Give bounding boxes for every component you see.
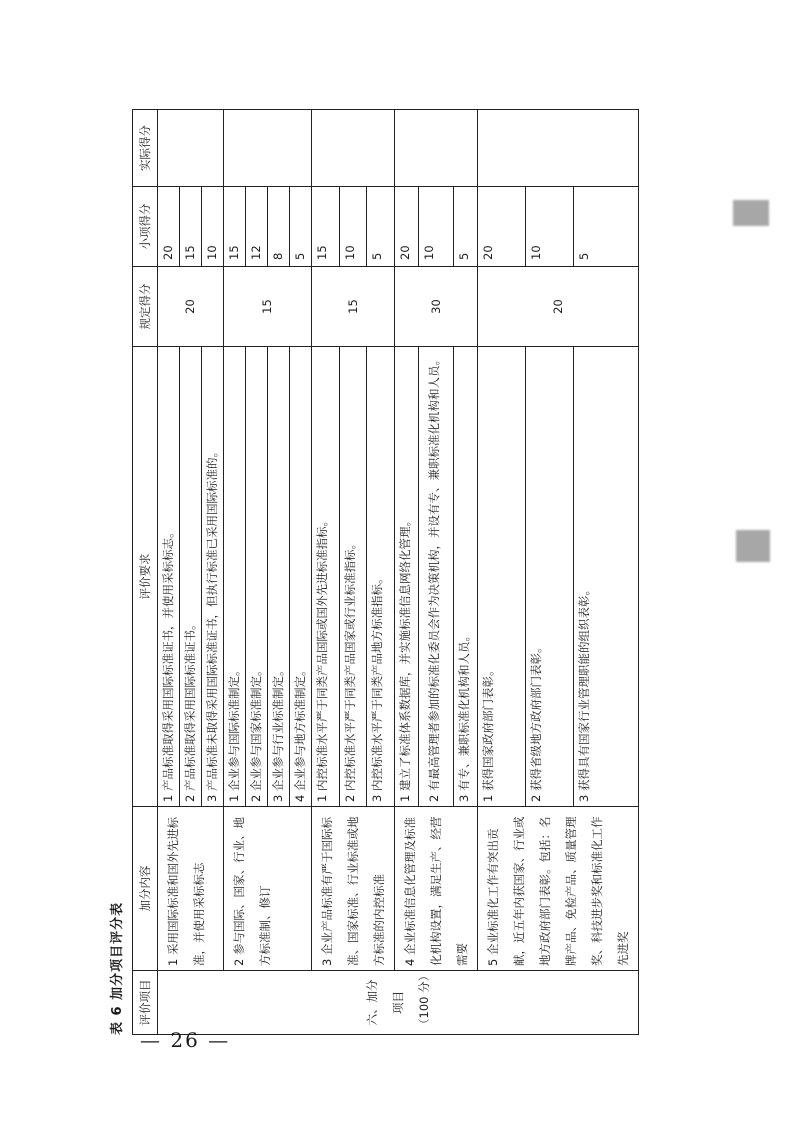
sub-score-3-2: 10 (339, 187, 367, 267)
sub-score-2-2: 12 (246, 187, 268, 267)
sub-score-3-3: 5 (367, 187, 395, 267)
requirement-2-1: 1 企业参与国际标准制定。 (224, 347, 246, 807)
header-sub-score: 小项得分 (133, 187, 158, 267)
actual-score-1[interactable] (158, 110, 224, 187)
requirement-5-3: 3 获得具有国家行业管理职能的组织表彰。 (574, 347, 639, 807)
sub-score-4-3: 5 (453, 187, 477, 267)
bonus-content-3: 3 企业产品标准有严于国际标准、国家标准、行业标准或地方标准的内控标准 (312, 807, 395, 971)
sub-score-2-4: 5 (290, 187, 312, 267)
requirement-3-3: 3 内控标准水平严于同类产品地方标准指标。 (367, 347, 395, 807)
requirement-1-2: 2 产品标准取得采用国际标准证书。 (180, 347, 202, 807)
sub-score-3-1: 15 (312, 187, 340, 267)
requirement-4-2: 2 有最高管理者参加的标准化委员会作为决策机构，并设有专、兼职标准化机构和人员。 (419, 347, 453, 807)
sub-score-5-3: 5 (574, 187, 639, 267)
sub-score-4-1: 20 (395, 187, 419, 267)
requirement-1-1: 1 产品标准取得采用国际标准证书，并使用采标标志。 (158, 347, 180, 807)
standard-score-5: 20 (478, 267, 639, 347)
sub-score-1-3: 10 (202, 187, 224, 267)
requirement-2-2: 2 企业参与国家标准制定。 (246, 347, 268, 807)
scan-smudge (733, 200, 769, 226)
header-requirement: 评价要求 (133, 347, 158, 807)
table-row (312, 110, 340, 1035)
standard-score-4: 30 (395, 267, 478, 347)
table-row (478, 110, 526, 1035)
standard-score-2: 15 (224, 267, 312, 347)
requirement-2-4: 4 企业参与地方标准制定。 (290, 347, 312, 807)
header-standard-score: 规定得分 (133, 267, 158, 347)
actual-score-3[interactable] (312, 110, 395, 187)
sub-score-5-1: 20 (478, 187, 526, 267)
requirement-1-3: 3 产品标准未取得采用国际标准证书，但执行标准已采用国际标准的。 (202, 347, 224, 807)
requirement-3-2: 2 内控标准水平严于同类产品国家或行业标准指标。 (339, 347, 367, 807)
bonus-content-2: 2 参与国际、国家、行业、地方标准制、修订 (224, 807, 312, 971)
standard-score-1: 20 (158, 267, 224, 347)
header-category: 评价项目 (133, 971, 158, 1035)
header-actual-score: 实际得分 (133, 110, 158, 187)
sub-score-1-2: 15 (180, 187, 202, 267)
requirement-5-2: 2 获得省级地方政府部门表彰。 (526, 347, 574, 807)
category-cell: 六、加分项目（100 分） (158, 971, 639, 1035)
rotated-page-content (106, 110, 636, 1035)
requirement-5-1: 1 获得国家政府部门表彰。 (478, 347, 526, 807)
standard-score-3: 15 (312, 267, 395, 347)
table-header-row (133, 110, 158, 1035)
actual-score-2[interactable] (224, 110, 312, 187)
sub-score-2-1: 15 (224, 187, 246, 267)
table-row (395, 110, 419, 1035)
page-number: — 26 — (140, 1028, 231, 1052)
actual-score-4[interactable] (395, 110, 478, 187)
requirement-3-1: 1 内控标准水平严于同类产品国际或国外先进标准指标。 (312, 347, 340, 807)
bonus-content-1: 1 采用国际标准和国外先进标准，并使用采标标志 (158, 807, 224, 971)
scan-smudge (736, 530, 770, 562)
actual-score-5[interactable] (478, 110, 639, 187)
sub-score-4-2: 10 (419, 187, 453, 267)
header-content: 加分内容 (133, 807, 158, 971)
bonus-content-5: 5 企业标准化工作有突出贡献，近五年内获国家、行业或地方政府部门表彰。包括：名牌产品、免检产品、质量管理奖、科技进步奖和标准化工作先进奖 (478, 807, 639, 971)
sub-score-1-1: 20 (158, 187, 180, 267)
table-row (158, 110, 180, 1035)
requirement-4-3: 3 有专、兼职标准化机构和人员。 (453, 347, 477, 807)
table-caption: 表 6 加分项目评分表 (110, 901, 125, 1035)
requirement-4-1: 1 建立了标准体系数据库，并实施标准信息网络化管理。 (395, 347, 419, 807)
bonus-scoring-table (132, 109, 639, 1035)
table-row (224, 110, 246, 1035)
sub-score-5-2: 10 (526, 187, 574, 267)
requirement-2-3: 3 企业参与行业标准制定。 (268, 347, 290, 807)
sub-score-2-3: 8 (268, 187, 290, 267)
bonus-content-4: 4 企业标准信息化管理及标准化机构设置，满足生产、经营需要 (395, 807, 478, 971)
